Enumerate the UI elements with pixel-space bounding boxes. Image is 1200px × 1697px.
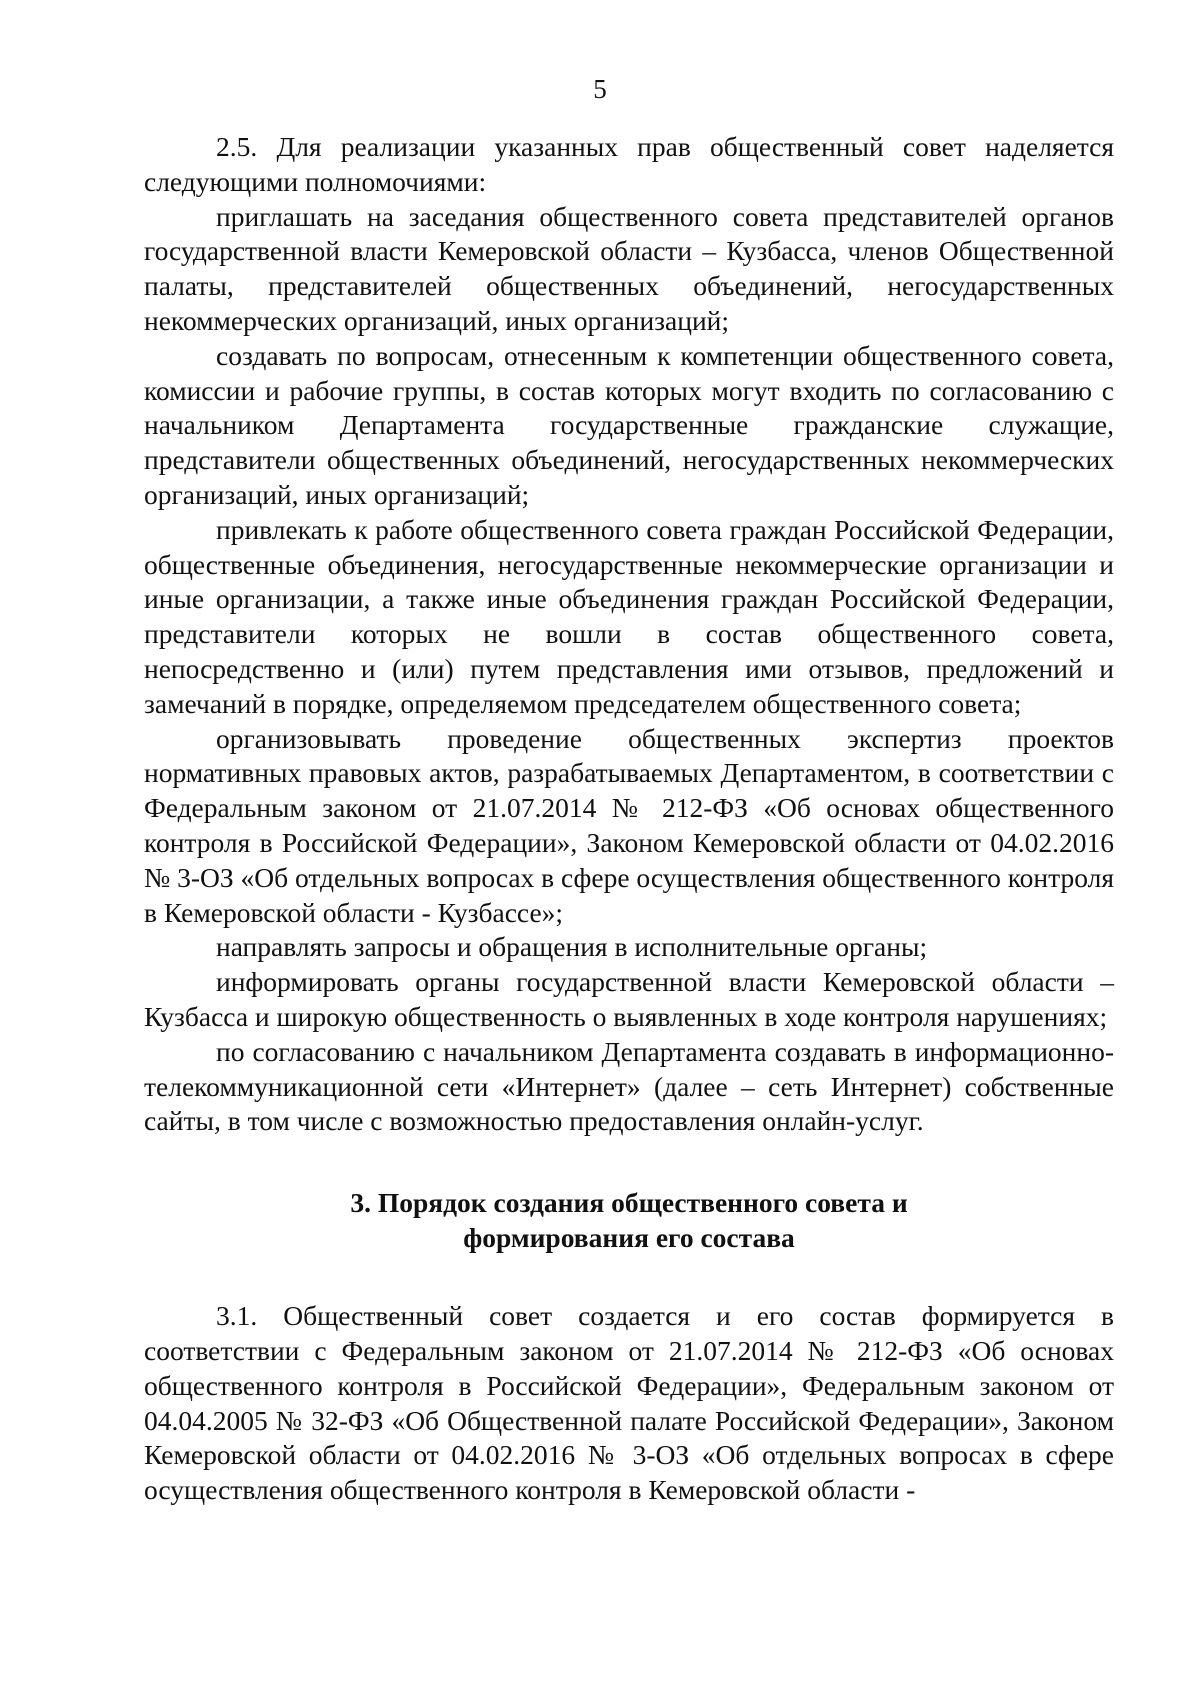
paragraph-commissions: создавать по вопросам, отнесенным к компетенции общественного совета, комиссии и рабочие группы, в состав которых могут входить по согласованию с начальником Департамента государственные гражданские служащие, представители общественных объединений, негосударственных некоммерческих организаций, иных организаций; xyxy=(144,339,1114,510)
paragraph-websites: по согласованию с начальником Департамента создавать в информационно-телекоммуникационной сети «Интернет» (далее – сеть Интернет) собственные сайты, в том числе с возможностью предоставления онлайн-услуг. xyxy=(144,1035,1114,1137)
paragraph-inform: информировать органы государственной власти Кемеровской области – Кузбасса и широкую общественность о выявленных в ходе контроля нарушениях; xyxy=(144,966,1114,1032)
document-body xyxy=(144,130,1114,1508)
paragraph-involve: привлекать к работе общественного совета граждан Российской Федерации, общественные объединения, негосударственные некоммерческие организации и иные организации, а также иные объединения граждан Российской Федерации, представители которых не вошли в состав общественного совета, непосредственно и (или) путем представления ими отзывов, предложений и замечаний в порядке, определяемом председателем общественного совета; xyxy=(144,513,1114,719)
page-number: 5 xyxy=(593,74,607,104)
paragraph-2-5: 2.5. Для реализации указанных прав общественный совет наделяется следующими полномочиями: xyxy=(144,131,1114,197)
section-heading xyxy=(144,1185,1114,1255)
paragraph-3-1: 3.1. Общественный совет создается и его состав формируется в соответствии с Федеральным законом от 21.07.2014 № 212-ФЗ «Об основах общественного контроля в Российской Федерации», Федеральным законом от 04.04.2005 № 32-ФЗ «Об Общественной палате Российской Федерации», Законом Кемеровской области от 04.02.2016 № 3-ОЗ «Об отдельных вопросах в сфере осуществления общественного контроля в Кемеровской области - xyxy=(144,1300,1114,1506)
paragraph-requests: направлять запросы и обращения в исполнительные органы; xyxy=(216,931,928,963)
paragraph-invite: приглашать на заседания общественного совета представителей органов государственной власти Кемеровской области – Кузбасса, членов Общественной палаты, представителей общественных объединений, негосударственных некоммерческих организаций, иных организаций; xyxy=(144,200,1114,336)
section-heading-line-2: формирования его состава xyxy=(463,1222,795,1254)
paragraph-expertise: организовывать проведение общественных экспертиз проектов нормативных правовых актов, разрабатываемых Департаментом, в соответствии с Федеральным законом от 21.07.2014 № 212-ФЗ «Об основах общественного контроля в Российской Федерации», Законом Кемеровской области от 04.02.2016 № 3-ОЗ «Об отдельных вопросах в сфере осуществления общественного контроля в Кемеровской области - Кузбассе»; xyxy=(144,722,1114,928)
section-heading-line-1: 3. Порядок создания общественного совета и xyxy=(350,1187,908,1219)
